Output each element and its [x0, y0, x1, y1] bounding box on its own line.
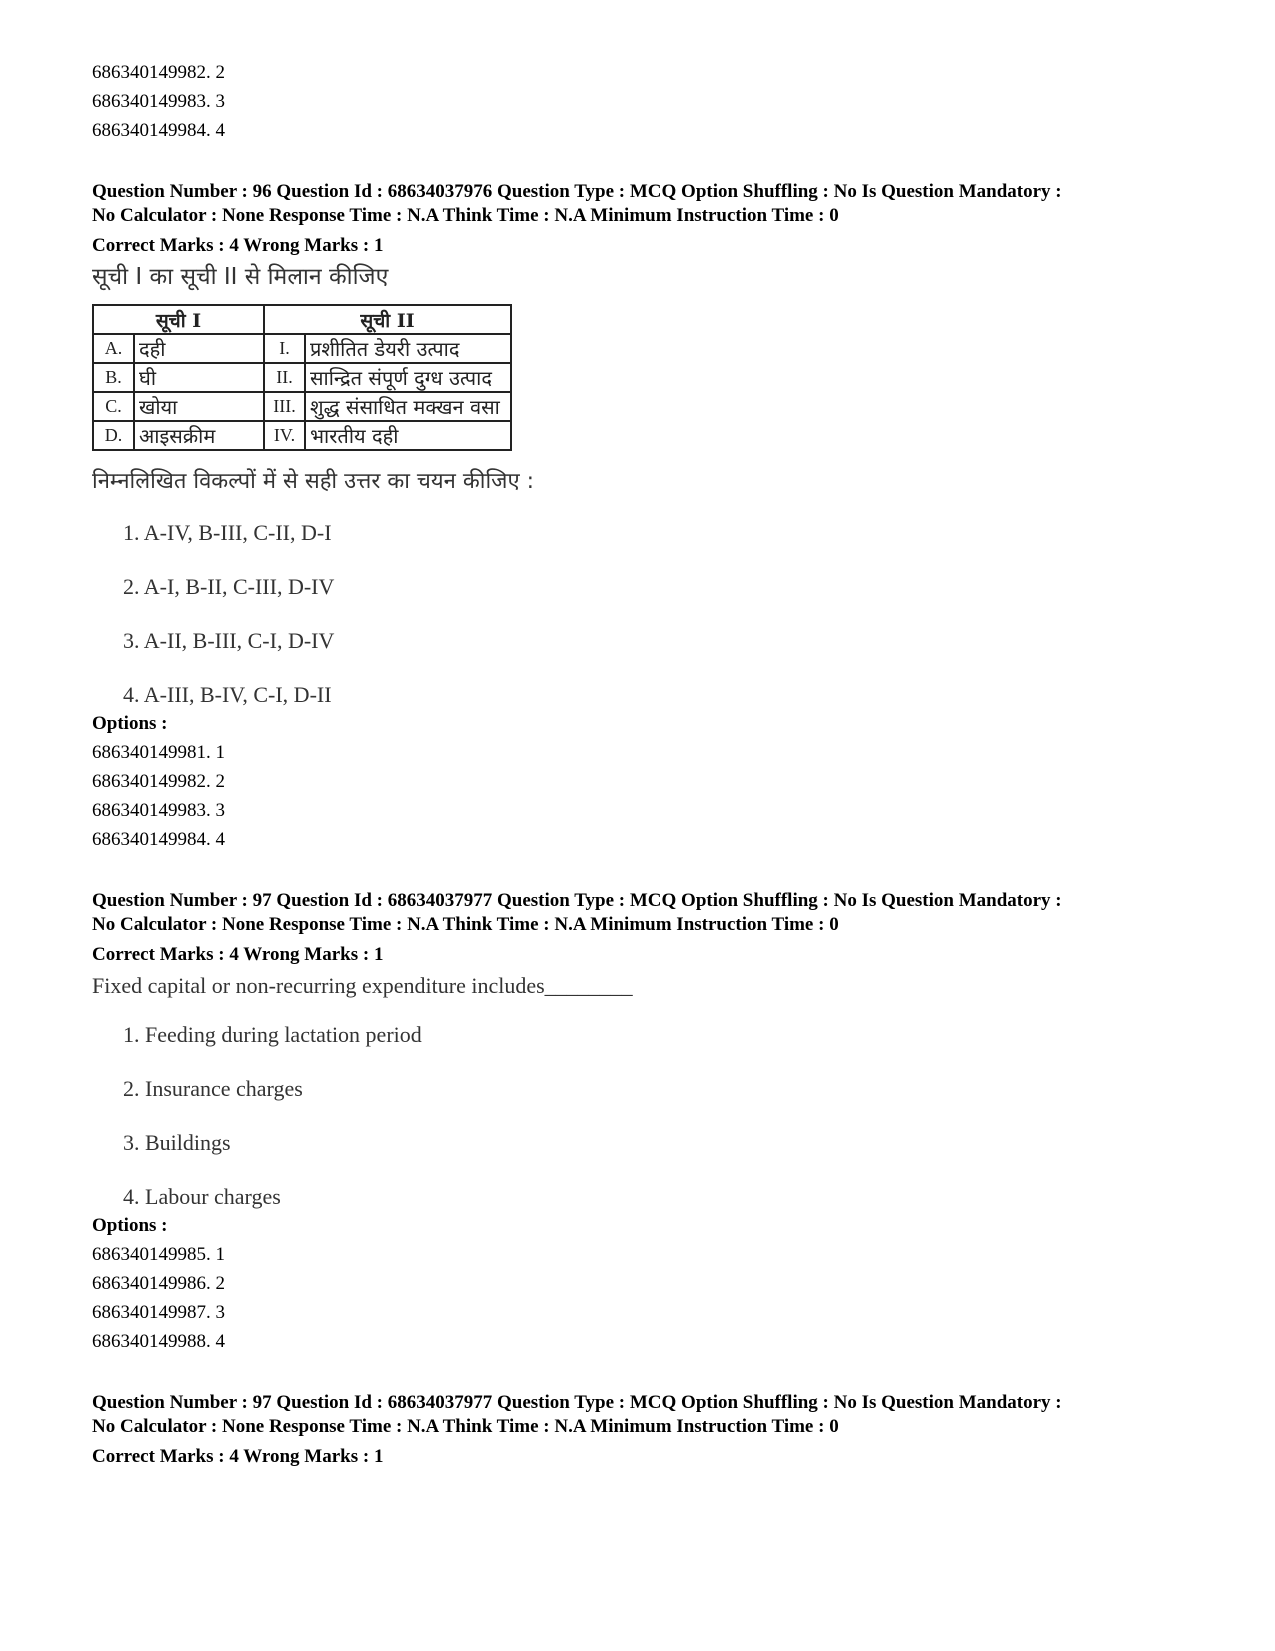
question-97 — [92, 889, 1212, 1356]
answer-choice: 3. A-II, B-III, C-I, D-IV — [123, 628, 335, 653]
marks-line: Correct Marks : 4 Wrong Marks : 1 — [92, 235, 384, 256]
previous-question-options — [92, 58, 1212, 145]
row-key-right: III. — [264, 392, 305, 421]
options-label: Options : — [92, 1215, 168, 1236]
table-row — [93, 363, 511, 392]
row-key-right: I. — [264, 334, 305, 363]
question-header-line-1: Question Number : 97 Question Id : 68634037977 Question Type : MCQ Option Shuffling : No Is Question Mandatory : — [92, 1392, 1062, 1413]
row-value-left: घी — [134, 363, 264, 392]
option-id-line: 686340149981. 1 — [92, 742, 225, 763]
table-row — [93, 334, 511, 363]
row-value-left: खोया — [134, 392, 264, 421]
row-value-right: शुद्ध संसाधित मक्खन वसा — [305, 392, 511, 421]
row-key-right: IV. — [264, 421, 305, 450]
question-header-line-2: No Calculator : None Response Time : N.A Think Time : N.A Minimum Instruction Time : 0 — [92, 205, 839, 226]
row-value-left: दही — [134, 334, 264, 363]
row-key-left: A. — [93, 334, 134, 363]
row-value-right: सान्द्रित संपूर्ण दुग्ध उत्पाद — [305, 363, 511, 392]
answer-choice: 1. Feeding during lactation period — [123, 1022, 422, 1047]
option-id-line: 686340149984. 4 — [92, 829, 225, 850]
option-id-line: 686340149983. 3 — [92, 91, 225, 112]
document-page — [92, 58, 1212, 1471]
option-id-line: 686340149984. 4 — [92, 120, 225, 141]
row-key-right: II. — [264, 363, 305, 392]
option-id-line: 686340149987. 3 — [92, 1302, 225, 1323]
answer-choice: 3. Buildings — [123, 1130, 231, 1155]
answer-choice: 2. Insurance charges — [123, 1076, 303, 1101]
answer-choice: 2. A-I, B-II, C-III, D-IV — [123, 574, 335, 599]
list-2-header: सूची II — [264, 305, 511, 334]
answer-choice: 1. A-IV, B-III, C-II, D-I — [123, 520, 332, 545]
table-row — [93, 421, 511, 450]
answer-choice: 4. A-III, B-IV, C-I, D-II — [123, 682, 332, 707]
list-1-header: सूची I — [93, 305, 264, 334]
question-prompt: सूची I का सूची II से मिलान कीजिए — [92, 264, 389, 290]
question-header-line-2: No Calculator : None Response Time : N.A Think Time : N.A Minimum Instruction Time : 0 — [92, 1416, 839, 1437]
row-value-right: भारतीय दही — [305, 421, 511, 450]
marks-line: Correct Marks : 4 Wrong Marks : 1 — [92, 1446, 384, 1467]
question-96 — [92, 180, 1212, 854]
row-value-right: प्रशीतित डेयरी उत्पाद — [305, 334, 511, 363]
option-id-line: 686340149982. 2 — [92, 771, 225, 792]
option-id-line: 686340149982. 2 — [92, 62, 225, 83]
option-id-line: 686340149988. 4 — [92, 1331, 225, 1352]
row-value-left: आइसक्रीम — [134, 421, 264, 450]
question-header-line-1: Question Number : 97 Question Id : 68634037977 Question Type : MCQ Option Shuffling : No Is Question Mandatory : — [92, 890, 1062, 911]
question-97-repeat — [92, 1391, 1212, 1471]
question-header-line-2: No Calculator : None Response Time : N.A Think Time : N.A Minimum Instruction Time : 0 — [92, 914, 839, 935]
answer-choice: 4. Labour charges — [123, 1184, 281, 1209]
option-id-line: 686340149985. 1 — [92, 1244, 225, 1265]
option-id-line: 686340149986. 2 — [92, 1273, 225, 1294]
question-instruction: निम्नलिखित विकल्पों में से सही उत्तर का चयन कीजिए : — [92, 469, 535, 494]
table-row — [93, 392, 511, 421]
options-label: Options : — [92, 713, 168, 734]
match-table-header-row — [93, 305, 511, 334]
question-prompt: Fixed capital or non-recurring expenditure includes________ — [92, 973, 633, 998]
row-key-left: D. — [93, 421, 134, 450]
marks-line: Correct Marks : 4 Wrong Marks : 1 — [92, 944, 384, 965]
row-key-left: C. — [93, 392, 134, 421]
match-table — [92, 304, 512, 451]
row-key-left: B. — [93, 363, 134, 392]
option-id-line: 686340149983. 3 — [92, 800, 225, 821]
question-header-line-1: Question Number : 96 Question Id : 68634037976 Question Type : MCQ Option Shuffling : No Is Question Mandatory : — [92, 181, 1062, 202]
